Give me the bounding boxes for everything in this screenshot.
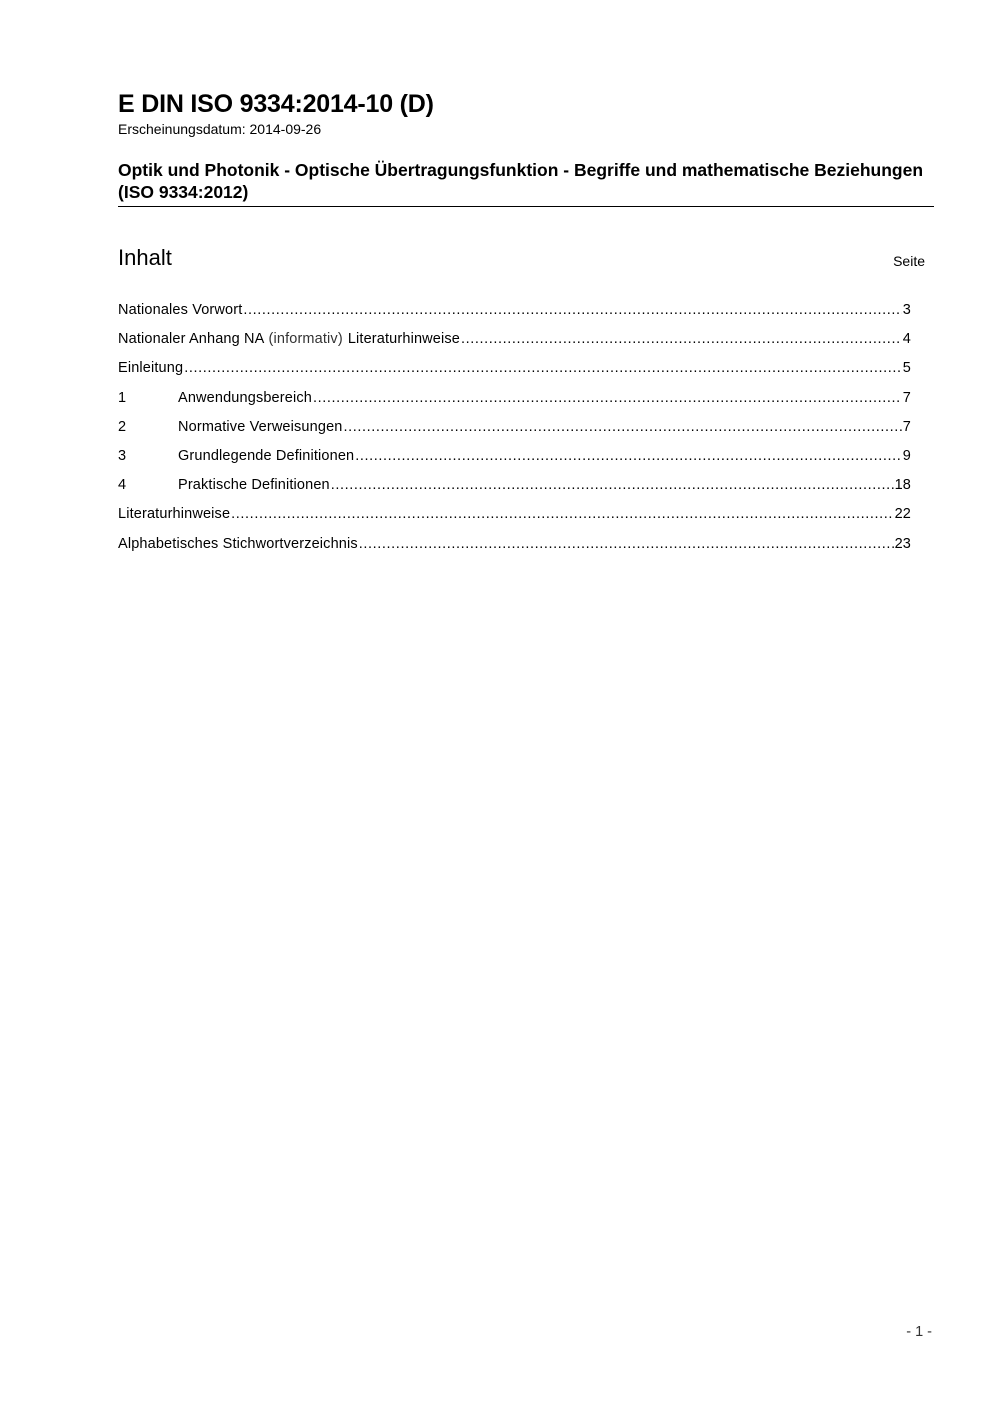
toc-entry-normative-verweisungen[interactable]: [118, 419, 911, 448]
toc-entry-page: 23: [894, 535, 911, 552]
toc-dot-leader: [461, 331, 902, 347]
toc-entry-page: 5: [902, 360, 911, 377]
toc-entry-sublabel: Literaturhinweise: [347, 331, 460, 348]
document-title: E DIN ISO 9334:2014-10 (D): [118, 90, 434, 118]
toc-dot-leader: [359, 536, 894, 552]
toc-entry-nationales-vorwort[interactable]: [118, 302, 911, 331]
toc-entry-page: 4: [902, 331, 911, 348]
toc-heading: Inhalt: [118, 245, 172, 270]
toc-entry-literaturhinweise[interactable]: [118, 506, 911, 535]
toc-entry-anwendungsbereich[interactable]: [118, 390, 911, 419]
table-of-contents: [118, 302, 911, 565]
publication-date: Erscheinungsdatum: 2014-09-26: [118, 121, 322, 137]
toc-entry-label: Alphabetisches Stichwortverzeichnis: [118, 535, 358, 552]
toc-entry-label: Nationales Vorwort: [118, 302, 243, 318]
toc-dot-leader: [184, 360, 902, 376]
toc-entry-page: 22: [894, 506, 911, 523]
toc-dot-leader: [243, 302, 901, 318]
toc-entry-label: Literaturhinweise: [118, 506, 231, 523]
toc-entry-label: Einleitung: [118, 360, 184, 377]
toc-entry-praktische-definitionen[interactable]: [118, 477, 911, 506]
toc-entry-page: 18: [894, 477, 911, 494]
toc-entry-page: 7: [902, 418, 911, 435]
toc-entry-label: Normative Verweisungen: [178, 418, 343, 435]
toc-entry-stichwortverzeichnis[interactable]: [118, 536, 911, 565]
toc-entry-grundlegende-definitionen[interactable]: [118, 448, 911, 477]
toc-entry-page: 7: [902, 389, 911, 406]
toc-entry-number: 2: [118, 418, 127, 435]
toc-dot-leader: [313, 390, 902, 406]
toc-entry-label: Praktische Definitionen: [178, 477, 330, 494]
toc-entry-number: 1: [118, 389, 127, 406]
toc-entry-note: (informativ): [268, 331, 343, 348]
toc-entry-page: 9: [902, 447, 911, 464]
document-subject: Optik und Photonik - Optische Übertragungsfunktion - Begriffe und mathematische Beziehungen (ISO 9334:2012): [118, 160, 924, 202]
toc-entry-number: 4: [118, 477, 127, 494]
toc-entry-nationaler-anhang[interactable]: [118, 331, 911, 360]
toc-dot-leader: [355, 448, 902, 464]
page-number: - 1 -: [906, 1324, 932, 1340]
toc-entry-label: Grundlegende Definitionen: [178, 447, 355, 464]
title-divider: [118, 206, 934, 207]
toc-entry-label: Nationaler Anhang NA: [118, 331, 265, 348]
toc-entry-label: Anwendungsbereich: [178, 389, 312, 406]
toc-dot-leader: [331, 477, 894, 493]
toc-entry-number: 3: [118, 447, 127, 464]
toc-dot-leader: [231, 506, 893, 522]
toc-entry-page: 3: [902, 302, 911, 318]
toc-page-column-label: Seite: [893, 253, 925, 269]
toc-entry-einleitung[interactable]: [118, 360, 911, 389]
toc-dot-leader: [344, 419, 902, 435]
